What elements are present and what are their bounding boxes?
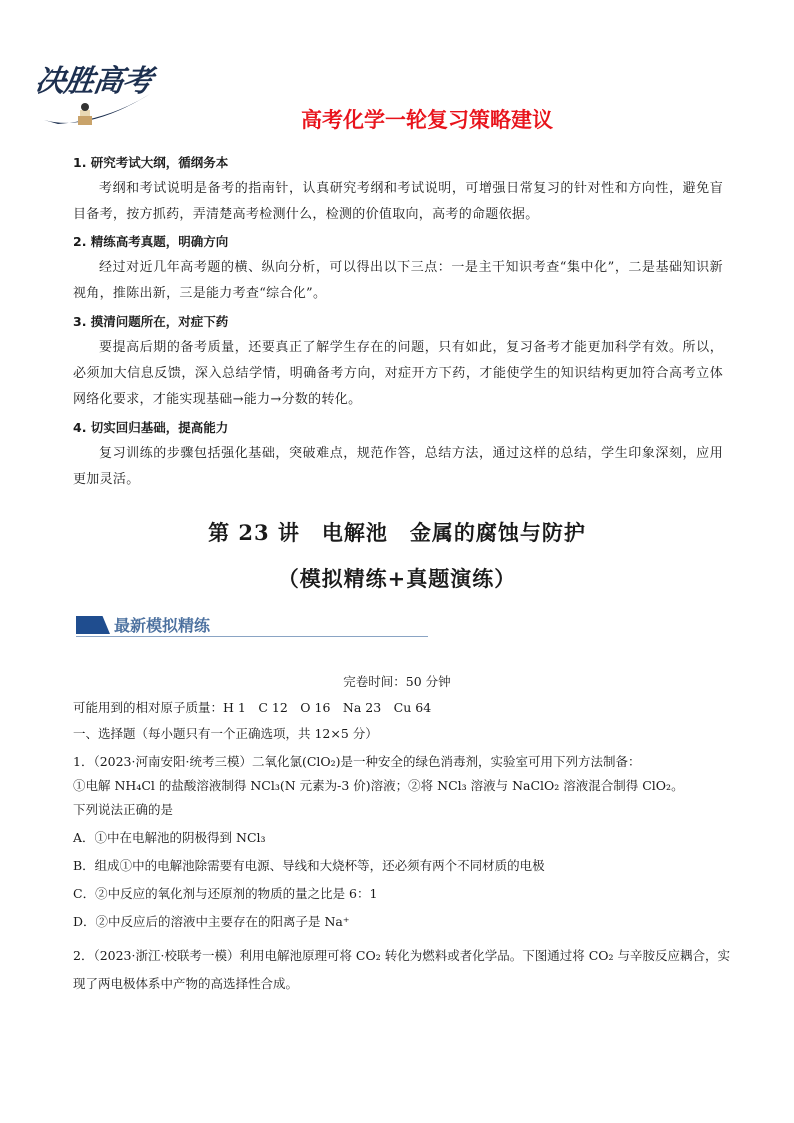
option-a: A．①中在电解池的阴极得到 NCl₃ [73,830,266,845]
section-heading: 2. 精练高考真题，明确方向 [73,234,229,249]
section-heading: 3. 摸清问题所在，对症下药 [73,314,229,329]
strategy-section-2 [73,229,723,307]
page-title: 高考化学一轮复习策略建议 [301,108,553,132]
logo-text: 决胜高考 [33,64,154,99]
section-body: 考纲和考试说明是备考的指南针，认真研究考纲和考试说明，可增强日常复习的针对性和方向性，避免盲目备考，按方抓药，弄清楚高考检测什么，检测的价值取向，高考的命题依据。 [73,181,723,222]
question-line: ①电解 NH₄Cl 的盐酸溶液制得 NCl₃(N 元素为-3 价)溶液；②将 NCl₃ 溶液与 NaClO₂ 溶液混合制得 ClO₂。 [73,778,684,793]
lecture-subtitle: （模拟精练+真题演练） [277,566,517,591]
strategy-section-3 [73,309,723,413]
strategy-section-1 [73,150,723,228]
option-c: C．②中反应的氧化剂与还原剂的物质的量之比是 6：1 [73,886,378,901]
section-body: 复习训练的步骤包括强化基础，突破难点，规范作答，总结方法，通过这样的总结，学生印象深刻，应用更加灵活。 [73,446,723,487]
question-stem: 1．（2023·河南安阳·统考三模）二氧化氯(ClO₂)是一种安全的绿色消毒剂，实验室可用下列方法制备： [73,754,641,769]
question-stem: 2．（2023·浙江·校联考一模）利用电解池原理可将 CO₂ 转化为燃料或者化学品。下图通过将 CO₂ 与辛胺反应耦合，实现了两电极体系中产物的高选择性合成。 [73,948,731,991]
section-body: 经过对近几年高考题的横、纵向分析，可以得出以下三点：一是主干知识考查“集中化”，二是基础知识新视角，推陈出新，三是能力考查“综合化”。 [73,260,723,301]
section-body: 要提高后期的备考质量，还要真正了解学生存在的问题，只有如此，复习备考才能更加科学有效。所以，必须加大信息反馈，深入总结学情，明确备考方向，对症开方下药，才能使学生的知识结构更加符合高考立体网络化要求，才能实现基础→能力→分数的转化。 [73,340,723,407]
option-b: B．组成①中的电解池除需要有电源、导线和大烧杯等，还必须有两个不同材质的电极 [73,858,545,873]
banner-label: 最新模拟精练 [114,616,211,635]
banner-flag-icon [76,616,110,634]
section-heading: 4. 切实回归基础，提高能力 [73,420,229,435]
option-d: D．②中反应后的溶液中主要存在的阳离子是 Na⁺ [73,914,350,929]
atomic-mass-line: 可能用到的相对原子质量：H 1 C 12 O 16 Na 23 Cu 64 [73,700,432,715]
banner-underline [76,636,428,637]
question-2 [73,942,733,998]
lecture-title: 第 23 讲 电解池 金属的腐蚀与防护 [208,520,586,545]
section-banner [76,613,428,637]
question-1 [73,750,733,934]
section-title-choice: 一、选择题（每小题只有一个正确选项，共 12×5 分） [73,726,378,741]
section-heading: 1. 研究考试大纲，循纲务本 [73,155,229,170]
strategy-section-4 [73,415,723,493]
exam-time: 完卷时间：50 分钟 [343,674,451,689]
question-prompt: 下列说法正确的是 [73,802,174,817]
